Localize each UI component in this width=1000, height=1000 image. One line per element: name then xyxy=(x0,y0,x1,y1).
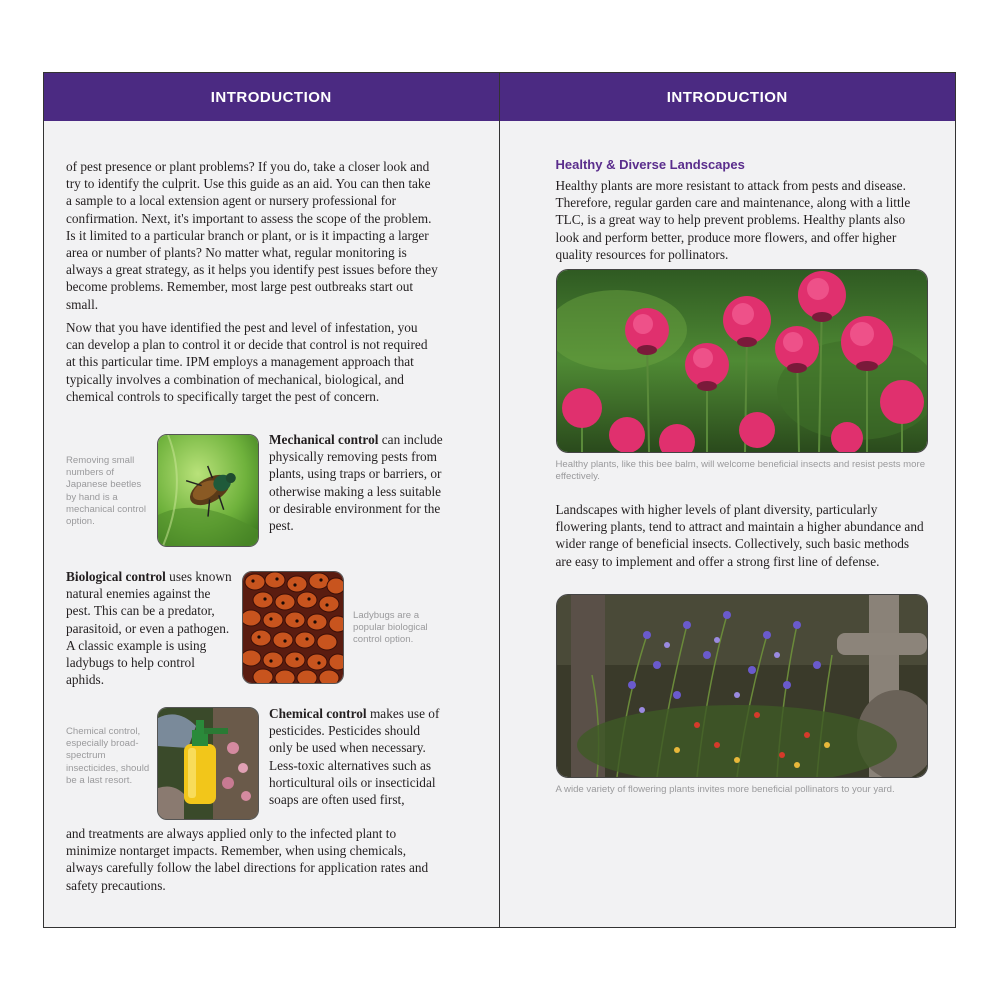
ladybugs-photo xyxy=(242,571,344,684)
right-paragraph-2: Landscapes with higher levels of plant diversity, particularly flowering plants, tend to attract and maintain a higher abundance and wider range of beneficial insects. Collectively, such basic methods are easy to implement and offer a strong first line of defense. xyxy=(555,502,924,569)
right-page-header: INTRODUCTION xyxy=(500,73,956,121)
mechanical-control-text xyxy=(269,431,444,534)
sprayer-photo xyxy=(157,707,259,820)
beetle-photo xyxy=(157,434,259,547)
section-heading: Healthy & Diverse Landscapes xyxy=(555,157,745,172)
left-paragraph-2: Now that you have identified the pest and level of infestation, you can develop a plan to control it or decide that control is not required at this particular time. IPM employs a management approach that typically involves a combination of mechanical, biological, and chemical controls to specifically target the pest of concern. xyxy=(66,320,428,404)
sprayer-caption: Chemical control, especially broad-spectrum insecticides, should be a last resort. xyxy=(66,726,150,786)
flower-garden-caption: A wide variety of flowering plants invites more beneficial pollinators to your yard. xyxy=(555,784,895,795)
bee-balm-photo xyxy=(556,269,928,453)
flower-garden-photo xyxy=(556,594,928,778)
left-paragraph-1: of pest presence or plant problems? If you do, take a closer look and try to identify the culprit. Use this guide as an aid. You can then take a sample to a local extension agent or nursery professional for confirmation. Next, it's important to assess the scope of the problem. Is it limited to a particular branch or plant, or is it impacting a larger area or number of plants? No matter what, regular monitoring is always a great strategy, as it helps you identify pest issues before they become problems. Remember, most large pest outbreaks start out small. xyxy=(66,159,438,312)
mechanical-control-description: can include physically removing pests from plants, using traps or barriers, or otherwise making a less suitable or desirable environment for the pest. xyxy=(269,432,443,534)
biological-control-text xyxy=(66,568,234,688)
chemical-control-term: Chemical control xyxy=(269,706,367,721)
book-spread xyxy=(43,72,956,928)
chemical-control-text xyxy=(269,705,444,808)
biological-control-term: Biological control xyxy=(66,569,166,584)
right-page xyxy=(500,73,956,927)
beetle-caption: Removing small numbers of Japanese beetles by hand is a mechanical control option. xyxy=(66,455,146,528)
ladybugs-caption: Ladybugs are a popular biological control option. xyxy=(353,610,428,646)
chemical-control-description: makes use of pesticides. Pesticides should only be used when necessary. Less-toxic alternatives such as horticultural oils or insecticidal soaps are often used first, xyxy=(269,706,440,808)
left-page xyxy=(44,73,500,927)
mechanical-control-term: Mechanical control xyxy=(269,432,379,447)
chemical-control-continued: and treatments are always applied only to the infected plant to minimize nontarget impacts. Remember, when using chemicals, always carefully follow the label directions for application rates and safety precautions. xyxy=(66,826,429,893)
biological-control-description: uses known natural enemies against the pest. This can be a predator, parasitoid, or even a pathogen. A classic example is using ladybugs to help control aphids. xyxy=(66,569,232,688)
left-page-header: INTRODUCTION xyxy=(44,73,499,121)
right-paragraph-1: Healthy plants are more resistant to attack from pests and disease. Therefore, regular garden care and maintenance, along with a little TLC, is a great way to help prevent problems. Healthy plants also look and perform better, produce more flowers, and offer higher quality resources for pollinators. xyxy=(555,178,911,262)
bee-balm-caption: Healthy plants, like this bee balm, will welcome beneficial insects and resist pests more effectively. xyxy=(555,459,926,483)
